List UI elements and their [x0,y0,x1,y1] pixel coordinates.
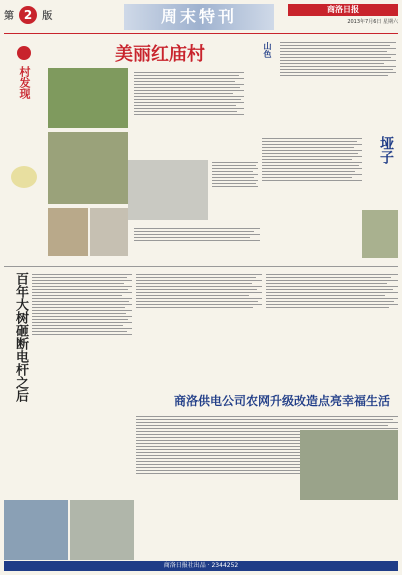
feature-sidebar-title: 村发现 [18,66,31,99]
feature-text-mid [212,160,258,220]
essay-title-a: 山色 [263,42,273,58]
essay-text-a [280,40,396,78]
middle-story-text [136,272,262,392]
edition-number: 2 [19,6,37,24]
village-photo-3 [48,208,88,256]
essay-photo [362,210,398,258]
feature-text-top [134,70,244,158]
section-divider [4,266,398,267]
masthead-block [288,4,398,30]
power-line-photo-1 [4,500,68,560]
village-photo-5 [128,160,208,220]
power-line-photo-2 [70,500,134,560]
masthead-logo: 商洛日报 [288,4,398,16]
village-photo-4 [90,208,128,256]
edition-suffix: 版 [42,11,53,22]
feature-icon [17,46,31,60]
section-banner: 周末特刊 [124,4,274,30]
issue-date: 2013年7月6日 星期六 [347,19,398,25]
village-photo-1 [48,68,128,128]
essay-column [262,40,398,262]
chick-illustration [11,166,37,188]
edition-badge [4,4,64,30]
lower-headline: 商洛供电公司农网升级改造点亮幸福生活 [173,394,390,408]
village-photo-2 [48,132,128,204]
essay-title-b: 垭子 [378,136,394,164]
left-story-headline: 百年大树砸断电杆之后 [13,272,28,402]
feature-sidebar [4,40,44,190]
feature-text-bottom [134,226,260,262]
feature-title: 美丽红庙村 [115,44,205,65]
footer-bar: 商洛日报社出品 · 2344252 [4,561,398,571]
essay-text-b [262,136,362,183]
edition-prefix: 第 [4,11,14,22]
lower-photo [300,430,398,500]
header-rule [4,33,398,34]
right-story-text [266,272,398,388]
